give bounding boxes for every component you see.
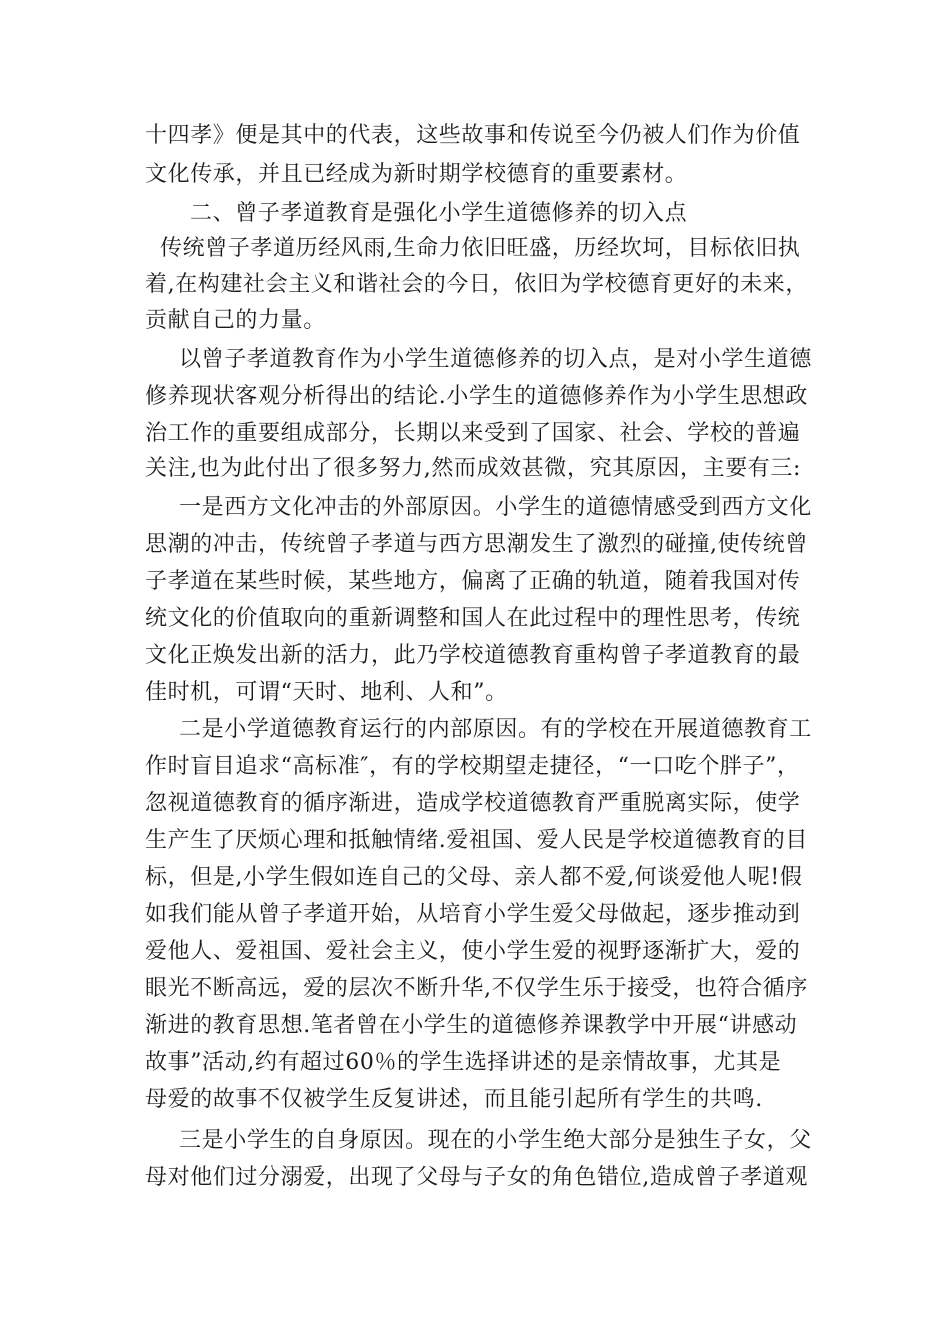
text-line: 爱他人、爱祖国、爱社会主义，使小学生爱的视野逐渐扩大，爱的 [145, 939, 801, 964]
text-line: 眼光不断高远，爱的层次不断升华,不仅学生乐于接受，也符合循序 [145, 976, 808, 1001]
text-line: 忽视道德教育的循序渐进，造成学校道德教育严重脱离实际，使学 [145, 791, 801, 816]
text-line: 文化传承，并且已经成为新时期学校德育的重要素材。 [145, 162, 688, 187]
text-line: 以曾子孝道教育作为小学生道德修养的切入点，是对小学生道德 [179, 347, 812, 372]
text-line: 渐进的教育思想.笔者曾在小学生的道德修养课教学中开展“讲感动 [145, 1013, 798, 1038]
text-line: 如我们能从曾子孝道开始，从培育小学生爱父母做起，逐步推动到 [145, 902, 801, 927]
text-line: 故事”活动,约有超过60％的学生选择讲述的是亲情故事，尤其是 [145, 1050, 782, 1075]
text-line: 三是小学生的自身原因。现在的小学生绝大部分是独生子女，父 [179, 1128, 812, 1153]
text-line: 母对他们过分溺爱，出现了父母与子女的角色错位,造成曾子孝道观 [145, 1165, 808, 1190]
text-line: 着,在构建社会主义和谐社会的今日，依旧为学校德育更好的未来， [145, 272, 808, 297]
text-line: 标，但是,小学生假如连自己的父母、亲人都不爱,何谈爱他人呢!假 [145, 865, 803, 890]
text-line: 子孝道在某些时候，某些地方，偏离了正确的轨道，随着我国对传 [145, 569, 801, 594]
text-line: 统文化的价值取向的重新调整和国人在此过程中的理性思考，传统 [145, 606, 801, 631]
text-line: 传统曾子孝道历经风雨,生命力依旧旺盛，历经坎坷，目标依旧执 [160, 236, 801, 261]
text-line: 一是西方文化冲击的外部原因。小学生的道德情感受到西方文化 [179, 495, 812, 520]
text-line: 治工作的重要组成部分，长期以来受到了国家、社会、学校的普遍 [145, 421, 801, 446]
text-line: 思潮的冲击，传统曾子孝道与西方思潮发生了激烈的碰撞,使传统曾 [145, 532, 808, 557]
text-line: 文化正焕发出新的活力，此乃学校道德教育重构曾子孝道教育的最 [145, 643, 801, 668]
text-line: 二是小学道德教育运行的内部原因。有的学校在开展道德教育工 [179, 717, 812, 742]
text-line: 关注,也为此付出了很多努力,然而成效甚微，究其原因，主要有三: [145, 456, 802, 481]
text-line: 佳时机，可谓“天时、地利、人和”。 [145, 680, 508, 705]
text-line: 贡献自己的力量。 [145, 308, 326, 333]
section-heading: 二、曾子孝道教育是强化小学生道德修养的切入点 [190, 201, 688, 226]
text-line: 十四孝》便是其中的代表，这些故事和传说至今仍被人们作为价值 [145, 123, 801, 148]
text-line: 生产生了厌烦心理和抵触情绪.爱祖国、爱人民是学校道德教育的目 [145, 828, 808, 853]
text-line: 母爱的故事不仅被学生反复讲述，而且能引起所有学生的共鸣. [145, 1087, 763, 1112]
text-line: 修养现状客观分析得出的结论.小学生的道德修养作为小学生思想政 [145, 384, 808, 409]
text-line: 作时盲目追求“高标准″，有的学校期望走捷径，“一口吃个胖子”， [145, 754, 800, 779]
